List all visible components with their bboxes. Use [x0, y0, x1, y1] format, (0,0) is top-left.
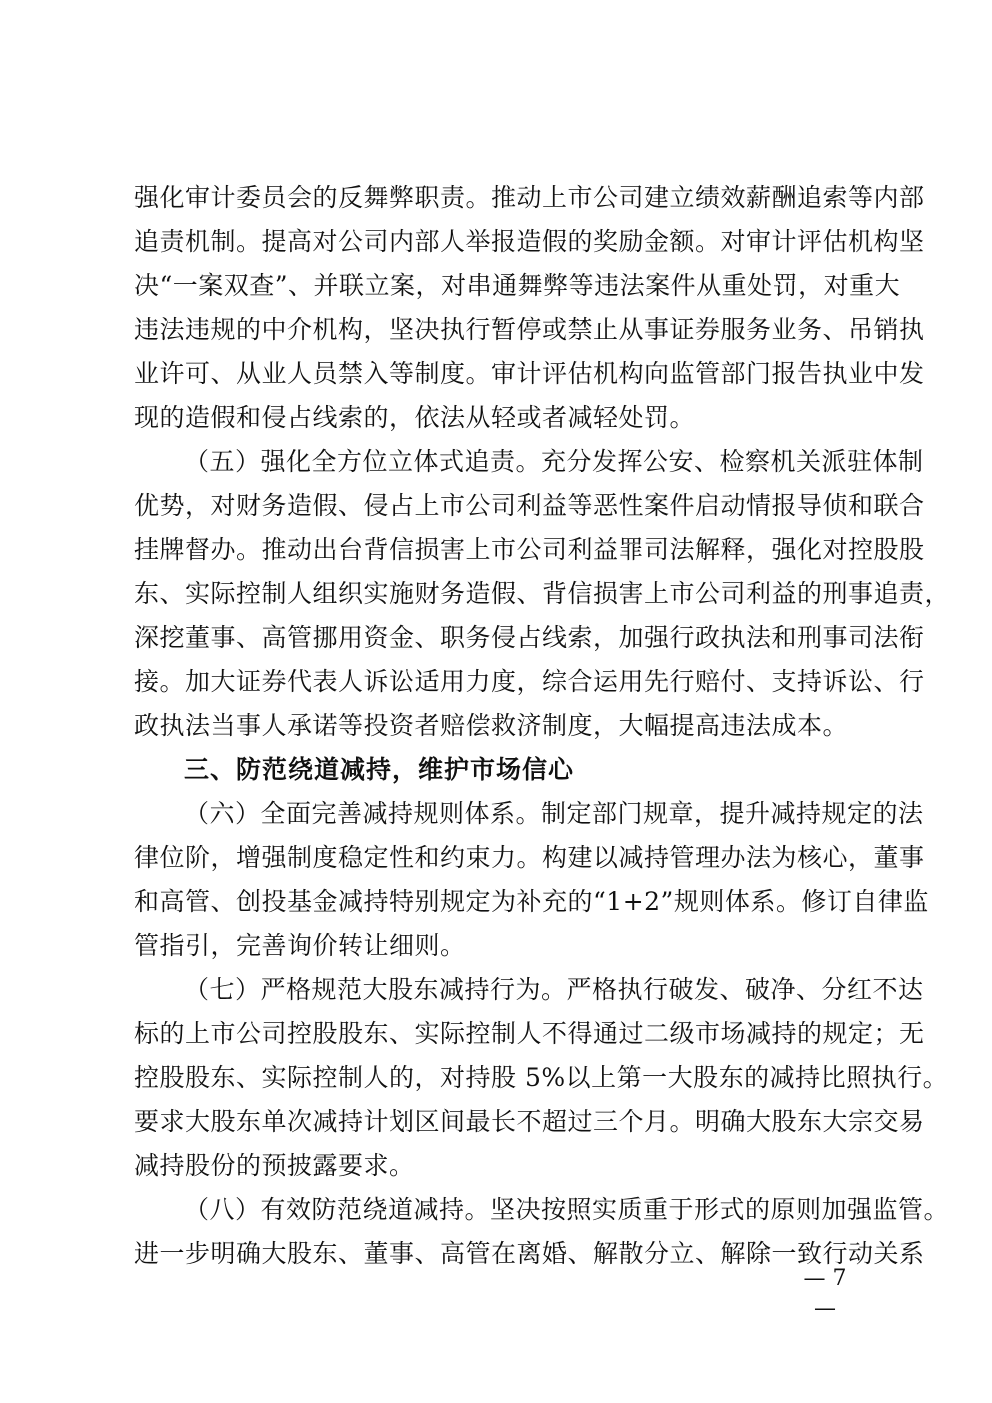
body-line: 律位阶，增强制度稳定性和约束力。构建以减持管理办法为核心，董事: [134, 843, 925, 872]
body-line: 政执法当事人承诺等投资者赔偿救济制度，大幅提高违法成本。: [134, 711, 849, 740]
section-five-first-line: （五）强化全方位立体式追责。充分发挥公安、检察机关派驻体制: [184, 447, 924, 476]
body-line: 进一步明确大股东、董事、高管在离婚、解散分立、解除一致行动关系: [134, 1239, 925, 1268]
body-line: 东、实际控制人组织实施财务造假、背信损害上市公司利益的刑事追责，: [134, 579, 951, 608]
body-line: 追责机制。提高对公司内部人举报造假的奖励金额。对审计评估机构坚: [134, 227, 925, 256]
body-line: 标的上市公司控股股东、实际控制人不得通过二级市场减持的规定；无: [134, 1019, 925, 1048]
section-six-first-line: （六）全面完善减持规则体系。制定部门规章，提升减持规定的法: [184, 799, 924, 828]
body-line: 深挖董事、高管挪用资金、职务侵占线索，加强行政执法和刑事司法衔: [134, 623, 925, 652]
body-line: 和高管、创投基金减持特别规定为补充的“1+2”规则体系。修订自律监: [134, 887, 929, 916]
body-line: 违法违规的中介机构，坚决执行暂停或禁止从事证券服务业务、吊销执: [134, 315, 925, 344]
section-heading: 三、防范绕道减持，维护市场信心: [184, 755, 575, 784]
body-line: 挂牌督办。推动出台背信损害上市公司利益罪司法解释，强化对控股股: [134, 535, 925, 564]
body-line: 要求大股东单次减持计划区间最长不超过三个月。明确大股东大宗交易: [134, 1107, 925, 1136]
body-line: 强化审计委员会的反舞弊职责。推动上市公司建立绩效薪酬追索等内部: [134, 183, 925, 212]
section-seven-first-line: （七）严格规范大股东减持行为。严格执行破发、破净、分红不达: [184, 975, 924, 1004]
body-line: 现的造假和侵占线索的，依法从轻或者减轻处罚。: [134, 403, 696, 432]
body-line: 管指引，完善询价转让细则。: [134, 931, 466, 960]
section-eight-first-line: （八）有效防范绕道减持。坚决按照实质重于形式的原则加强监管。: [184, 1195, 950, 1224]
page-number: — 7 —: [803, 1266, 847, 1321]
body-line: 决“一案双查”、并联立案，对串通舞弊等违法案件从重处罚，对重大: [134, 271, 901, 300]
body-line: 接。加大证券代表人诉讼适用力度，综合运用先行赔付、支持诉讼、行: [134, 667, 925, 696]
body-line: 控股股东、实际控制人的，对持股 5%以上第一大股东的减持比照执行。: [134, 1063, 949, 1092]
body-line: 业许可、从业人员禁入等制度。审计评估机构向监管部门报告执业中发: [134, 359, 925, 388]
body-line: 优势，对财务造假、侵占上市公司利益等恶性案件启动情报导侦和联合: [134, 491, 925, 520]
body-line: 减持股份的预披露要求。: [134, 1151, 415, 1180]
